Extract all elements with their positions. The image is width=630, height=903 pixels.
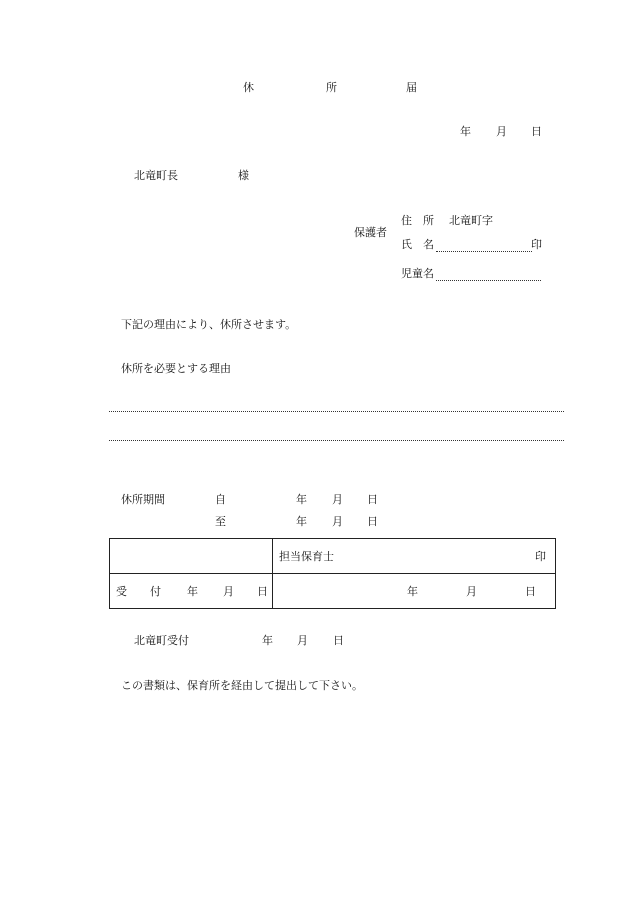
child-name-label: 児童名 <box>401 267 434 280</box>
staff-label: 担当保育士 <box>279 550 334 563</box>
statement-text: 下記の理由により、休所させます。 <box>121 318 297 331</box>
period-to-label: 至 <box>215 515 226 528</box>
reason-line-2 <box>109 440 564 441</box>
receipt-char-1: 受 <box>116 585 127 598</box>
footer-note: この書類は、保育所を経由して提出して下さい。 <box>121 679 363 692</box>
blank-cell <box>110 539 273 574</box>
period-to-year: 年 <box>296 515 307 528</box>
staff-seal: 印 <box>535 550 546 563</box>
table-row <box>110 539 556 574</box>
receipt-date-cell <box>273 574 556 609</box>
guardian-seal: 印 <box>531 238 542 251</box>
town-receipt-label: 北竜町受付 <box>134 634 189 647</box>
guardian-name-label: 氏 名 <box>401 238 434 251</box>
guardian-address-label: 住 所 <box>401 214 434 227</box>
reason-line-1 <box>109 411 564 412</box>
staff-cell <box>273 539 556 574</box>
guardian-label: 保護者 <box>354 226 387 239</box>
title-char-3: 届 <box>406 81 417 94</box>
receipt-date-day: 日 <box>525 585 536 598</box>
period-label: 休所期間 <box>121 493 165 506</box>
period-to-month: 月 <box>332 515 343 528</box>
town-receipt-month: 月 <box>297 634 308 647</box>
receipt-date-year: 年 <box>407 585 418 598</box>
receipt-year-label: 年 <box>187 585 198 598</box>
town-receipt-year: 年 <box>262 634 273 647</box>
date-year-label: 年 <box>460 125 471 138</box>
receipt-day-label: 日 <box>257 585 268 598</box>
title-char-1: 休 <box>243 81 254 94</box>
period-to-day: 日 <box>367 515 378 528</box>
period-from-year: 年 <box>296 493 307 506</box>
guardian-name-line <box>436 251 532 252</box>
receipt-cell <box>110 574 273 609</box>
child-name-line <box>436 280 541 281</box>
receipt-table <box>109 538 556 609</box>
period-from-month: 月 <box>332 493 343 506</box>
period-from-day: 日 <box>367 493 378 506</box>
table-row <box>110 574 556 609</box>
guardian-address-value: 北竜町字 <box>449 214 493 227</box>
addressee-honorific: 様 <box>238 169 249 182</box>
date-day-label: 日 <box>531 125 542 138</box>
title-char-2: 所 <box>326 81 337 94</box>
reason-label: 休所を必要とする理由 <box>121 362 231 375</box>
addressee-name: 北竜町長 <box>134 169 178 182</box>
receipt-date-month: 月 <box>466 585 477 598</box>
period-from-label: 自 <box>215 493 226 506</box>
town-receipt-day: 日 <box>333 634 344 647</box>
date-month-label: 月 <box>496 125 507 138</box>
receipt-char-2: 付 <box>150 585 161 598</box>
receipt-month-label: 月 <box>223 585 234 598</box>
